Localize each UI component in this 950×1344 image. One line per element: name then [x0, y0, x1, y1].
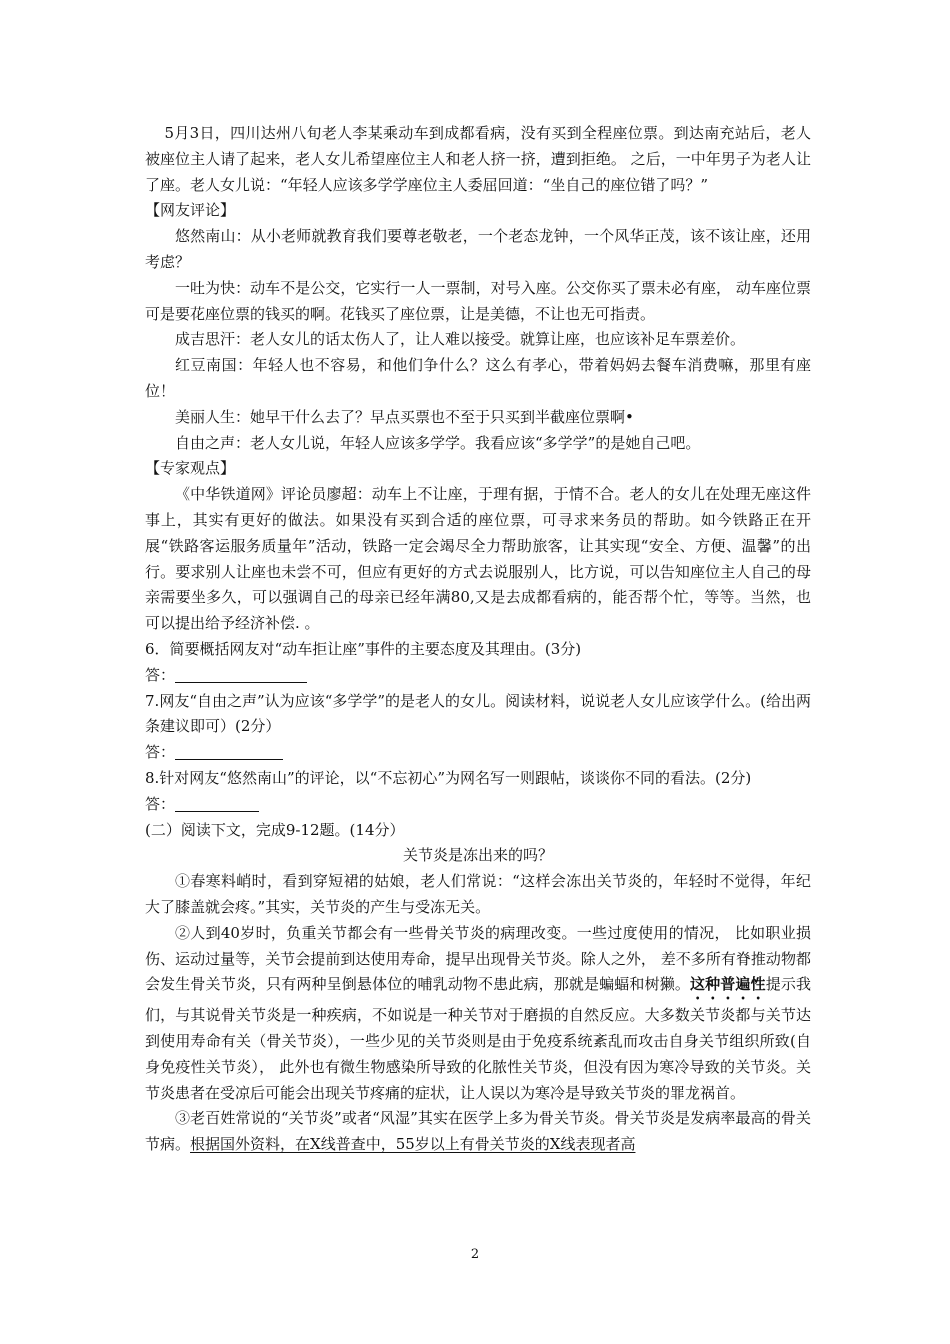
article-title: 关节炎是冻出来的吗？ [402, 846, 553, 865]
paragraph-text: ②人到40岁时，负重关节都会有一些骨关节炎的病理改变。一些过度使用的情况， 比如职业损伤、运动过量等，关节会提前到达使用寿命，提早出现骨关节炎。除人之外， 差不多所有脊推动物都会发生骨关节炎，只有两种呈倒悬体位的哺乳动物不患此病，那就是蝙蝠和树獭。 [145, 923, 811, 994]
comments-heading: 【网友评论】 [145, 201, 236, 220]
comment-item: 成吉思汗：老人女儿的话太伤人了，让人难以接受。就算让座，也应该补足车票差价。 [175, 330, 746, 349]
answer-blank[interactable] [175, 795, 259, 812]
question-7: 7.网友“自由之声”认为应该“多学学”的是老人的女儿。阅读材料，说说老人女儿应该学什么。(给出两条建议即可）(2分） [145, 691, 811, 736]
comment-item: 美丽人生：她早干什么去了？早点买票也不至于只买到半截座位票啊• [175, 407, 634, 426]
article-paragraph-2 [145, 921, 811, 1107]
article-paragraph-1: ①春寒料峭时，看到穿短裙的姑娘，老人们常说：“这样会冻出关节炎的，年轻时不觉得，年纪大了膝盖就会疼。”其实，关节炎的产生与受冻无关。 [145, 872, 811, 916]
emphasized-phrase: 这种普遍性 [690, 975, 766, 994]
expert-heading: 【专家观点】 [145, 459, 236, 478]
section-heading: (二）阅读下文，完成9-12题。(14分） [145, 820, 405, 839]
page-number: 2 [470, 1247, 480, 1262]
comment-item: 悠然南山：从小老师就教育我们要尊老敬老，一个老态龙钟，一个风华正茂，该不该让座，还用考虑？ [145, 227, 811, 271]
expert-paragraph: 《中华铁道网》评论员廖超：动车上不让座，于理有据，于情不合。老人的女儿在处理无座这件事上，其实有更好的做法。如果没有买到合适的座位票，可寻求来务员的帮助。如今铁路正在开展“铁路客运服务质量年”活动，铁路一定会竭尽全力帮助旅客，让其实现“安全、方便、温馨”的出行。要求别人让座也未尝不可，但应有更好的方式去说服别人，比方说，可以告知座位主人自己的母亲需要坐多久，可以强调自己的母亲已经年满80,又是去成都看病的，能否帮个忙，等等。当然，也可以提出给予经济补偿. 。 [145, 485, 811, 633]
answer-blank[interactable] [175, 666, 307, 683]
article-paragraph-3 [145, 1106, 811, 1158]
comment-item: 自由之声：老人女儿说，年轻人应该多学学。我看应该“多学学”的是她自己吧。 [175, 433, 701, 452]
comment-item: 一吐为快：动车不是公交，它实行一人一票制，对号入座。公交你买了票未必有座， 动车座位票可是要花座位票的钱买的啊。花钱买了座位票，让是美德，不让也无可指责。 [145, 278, 811, 323]
question-8: 8.针对网友“悠然南山”的评论，以“不忘初心”为网名写一则跟帖，谈谈你不同的看法。(2分) [145, 768, 752, 787]
underlined-sentence: 根据国外资料，在X线普查中，55岁以上有骨关节炎的X线表现者高 [190, 1135, 636, 1154]
comment-item: 红豆南国：年轻人也不容易，和他们争什么？这么有孝心，带着妈妈去餐车消费嘛，那里有座位！ [145, 356, 811, 400]
question-6: 6．简要概括网友对“动车拒让座”事件的主要态度及其理由。(3分) [145, 639, 582, 658]
answer-label: 答： [145, 794, 176, 813]
answer-line-8 [145, 792, 811, 818]
answer-label: 答： [145, 665, 176, 684]
answer-label: 答： [145, 743, 176, 762]
answer-line-7 [145, 740, 811, 766]
answer-line-6 [145, 663, 811, 689]
paragraph-text: ③老百姓常说的“关节炎”或者“风湿”其实在医学上多为骨关节炎。骨关节炎是发病率最高的骨关节病。 [145, 1109, 811, 1154]
passage-intro: 5月3日，四川达州八旬老人李某乘动车到成都看病，没有买到全程座位票。到达南充站后，老人被座位主人请了起来，老人女儿希望座位主人和老人挤一挤，遭到拒绝。 之后，一中年男子为老人让了座。老人女儿说：“年轻人应该多学学座位主人委屈回道：“坐自己的座位错了吗？” [145, 124, 811, 194]
paragraph-text: 提示我们，与其说骨关节炎是一种疾病，不如说是一种关节对于磨损的自然反应。大多数关节炎都与关节达到使用寿命有关（骨关节炎），一些少见的关节炎则是由于免疫系统紊乱而攻击自身关节组织所致(自身免疫性关节炎）， 此外也有微生物感染所导致的化脓性关节炎，但没有因为寒冷导致的关节炎。关节炎患者在受凉后可能会出现关节疼痛的症状，让人误以为寒冷是导致关节炎的罪龙祸首。 [145, 975, 811, 1102]
page-content [145, 121, 811, 1158]
answer-blank[interactable] [175, 743, 283, 760]
